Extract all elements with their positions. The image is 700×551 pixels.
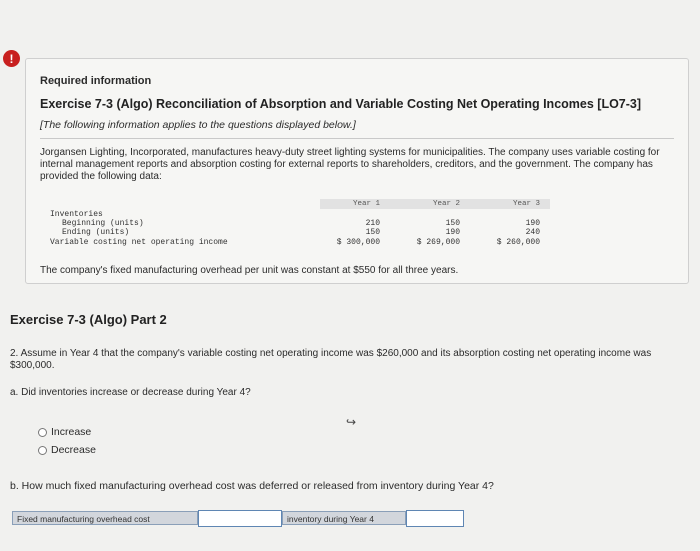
beginning-year-2: 150 [445, 219, 460, 228]
ending-label: Ending (units) [62, 228, 130, 237]
mouse-cursor-icon: ↪ [346, 415, 357, 429]
radio-decrease[interactable] [38, 446, 47, 455]
direction-dropdown[interactable] [406, 510, 464, 527]
income-year-3: $ 260,000 [496, 238, 540, 247]
inventories-label: Inventories [50, 210, 103, 219]
option-decrease-label: Decrease [51, 444, 96, 456]
header-year-1: Year 1 [352, 200, 380, 208]
option-increase[interactable] [38, 426, 91, 438]
ending-year-1: 150 [365, 228, 380, 237]
exercise-title: Exercise 7-3 (Algo) Reconciliation of Absorption and Variable Costing Net Operating Incomes [LO7-3] [40, 97, 642, 111]
header-year-2: Year 2 [432, 200, 460, 208]
option-decrease[interactable] [38, 444, 96, 456]
inventory-label: inventory during Year 4 [282, 511, 406, 525]
radio-increase[interactable] [38, 428, 47, 437]
amount-input[interactable] [198, 510, 282, 527]
data-table [50, 199, 550, 255]
question-a: a. Did inventories increase or decrease during Year 4? [10, 387, 251, 398]
ending-year-2: 190 [445, 228, 460, 237]
fixed-overhead-note: The company's fixed manufacturing overhead per unit was constant at $550 for all three years. [40, 265, 459, 276]
beginning-year-1: 210 [365, 219, 380, 228]
required-info-heading: Required information [40, 75, 152, 87]
required-information-panel [25, 58, 689, 284]
beginning-year-3: 190 [525, 219, 540, 228]
exercise-note: [The following information applies to the questions displayed below.] [40, 119, 356, 131]
option-increase-label: Increase [51, 426, 92, 438]
income-label: Variable costing net operating income [50, 238, 228, 247]
alert-icon: ! [3, 50, 20, 67]
header-year-3: Year 3 [512, 200, 540, 208]
beginning-label: Beginning (units) [62, 219, 144, 228]
income-year-2: $ 269,000 [416, 238, 460, 247]
ending-year-3: 240 [525, 228, 540, 237]
part2-title: Exercise 7-3 (Algo) Part 2 [10, 312, 167, 327]
question-2: 2. Assume in Year 4 that the company's variable costing net operating income was $260,000 and its absorption costing net operating income was $300,000. [10, 348, 652, 371]
divider [40, 138, 674, 139]
question-b: b. How much fixed manufacturing overhead cost was deferred or released from inventory during Year 4? [10, 480, 494, 492]
intro-text: Jorgansen Lighting, Incorporated, manufactures heavy-duty street lighting systems for municipalities. The company uses variable costing for internal management reports and absorption costing for external reports to shareholders, creditors, and the government. The company has provided the following data: [40, 147, 660, 182]
fixed-moh-label: Fixed manufacturing overhead cost [12, 511, 198, 525]
income-year-1: $ 300,000 [336, 238, 380, 247]
